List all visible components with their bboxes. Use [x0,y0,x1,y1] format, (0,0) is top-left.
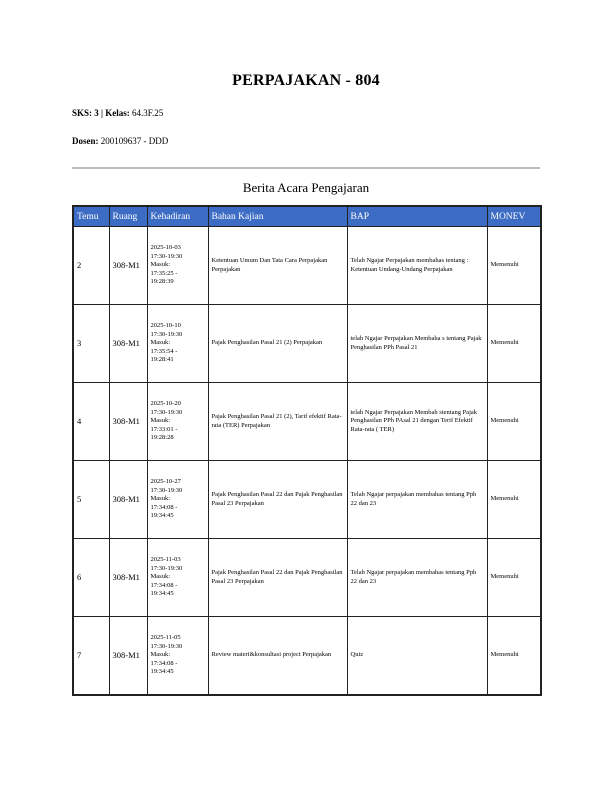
cell-kehadiran [147,461,208,539]
table-row [73,539,541,617]
kehadiran-time: 17:30-19:30 [150,252,183,260]
kehadiran-masuk-label: Masuk: [150,651,170,659]
cell-bahan-kajian: Review materi&konsultasi project Perpajakan [208,617,347,696]
table-row [73,461,541,539]
lecturer-info [72,136,168,146]
cell-kehadiran [147,227,208,305]
cell-temu: 3 [73,305,109,383]
cell-temu: 6 [73,539,109,617]
divider [72,167,540,169]
kehadiran-date: 2025-10-27 [150,478,181,486]
kehadiran-masuk-label: Masuk: [150,417,170,425]
teaching-record-table [72,205,542,696]
kehadiran-time: 17:30-19:30 [150,408,183,416]
table-row [73,617,541,696]
header-kehadiran: Kehadiran [147,206,208,227]
cell-monev: Memenuhi [487,617,541,696]
kehadiran-date: 2025-11-03 [150,556,181,564]
kehadiran-keluar: 19:34:45 [150,512,174,520]
kehadiran-masuk: 17:35:25 - [150,269,178,277]
cell-bap: Quiz [347,617,487,696]
header-bahan-kajian: Bahan Kajian [208,206,347,227]
header-bap: BAP [347,206,487,227]
cell-bahan-kajian: Pajak Penghasilan Pasal 21 (2), Tarif efektif Rata-rata (TER) Perpajakan [208,383,347,461]
cell-ruang: 308-M1 [109,617,147,696]
kehadiran-date: 2025-11-05 [150,634,181,642]
cell-ruang: 308-M1 [109,461,147,539]
header-monev: MONEV [487,206,541,227]
kehadiran-keluar: 19:28:39 [150,278,174,286]
class-value: 64.3F.25 [129,108,164,118]
kehadiran-time: 17:30-19:30 [150,642,183,650]
page-title: PERPAJAKAN - 804 [232,72,380,89]
table-row [73,305,541,383]
cell-kehadiran [147,305,208,383]
kehadiran-masuk: 17:34:08 - [150,503,178,511]
cell-temu: 5 [73,461,109,539]
cell-bap: Telah Ngajar Perpajakan membahas tentang : Ketentuan Undang-Undang Perpajakan [347,227,487,305]
header-temu: Temu [73,206,109,227]
cell-monev: Memenuhi [487,305,541,383]
kehadiran-time: 17:30-19:30 [150,564,183,572]
cell-monev: Memenuhi [487,461,541,539]
cell-bap: Telah Ngajar perpajakan membahas tentang Pph 22 dan 23 [347,539,487,617]
kehadiran-keluar: 19:34:45 [150,590,174,598]
kehadiran-masuk-label: Masuk: [150,339,170,347]
cell-bahan-kajian: Pajak Penghasilan Pasal 21 (2) Perpajakan [208,305,347,383]
dosen-label: Dosen: [72,136,99,146]
cell-kehadiran [147,539,208,617]
kehadiran-masuk: 17:34:08 - [150,659,178,667]
cell-monev: Memenuhi [487,539,541,617]
cell-temu: 2 [73,227,109,305]
cell-bap: telah Ngajar Perpajakan Membah stentang Pajak Penghasilan PPh PAsal 21 dengan Terif Efektif Rata-rata ( TER) [347,383,487,461]
cell-ruang: 308-M1 [109,305,147,383]
sks-class-info [72,108,163,118]
table-row [73,383,541,461]
kehadiran-date: 2025-10-10 [150,322,181,330]
dosen-value: 200109637 - DDD [98,136,169,146]
cell-ruang: 308-M1 [109,539,147,617]
table-row [73,227,541,305]
kehadiran-keluar: 19:28:41 [150,356,174,364]
section-title: Berita Acara Pengajaran [242,180,370,195]
cell-ruang: 308-M1 [109,383,147,461]
kehadiran-masuk: 17:35:54 - [150,347,178,355]
cell-bahan-kajian: Ketentuan Umum Dan Tata Cara Perpajakan Perpajakan [208,227,347,305]
kehadiran-time: 17:30-19:30 [150,486,183,494]
kehadiran-masuk: 17:33:01 - [150,425,178,433]
cell-monev: Memenuhi [487,383,541,461]
cell-monev: Memenuhi [487,227,541,305]
kehadiran-masuk-label: Masuk: [150,495,170,503]
kehadiran-time: 17:30-19:30 [150,330,183,338]
header-ruang: Ruang [109,206,147,227]
kehadiran-keluar: 19:28:28 [150,434,174,442]
kehadiran-keluar: 19:34:45 [150,668,174,676]
cell-bap: Telah Ngajar perpajakan membahas tentang Pph 22 dan 23 [347,461,487,539]
kehadiran-masuk-label: Masuk: [150,261,170,269]
cell-temu: 4 [73,383,109,461]
kehadiran-masuk-label: Masuk: [150,573,170,581]
cell-kehadiran [147,383,208,461]
cell-ruang: 308-M1 [109,227,147,305]
cell-bahan-kajian: Pajak Penghasilan Pasal 22 dan Pajak Penghasilan Pasal 23 Perpajakan [208,461,347,539]
cell-bahan-kajian: Pajak Penghasilan Pasal 22 dan Pajak Penghasilan Pasal 23 Perpajakan [208,539,347,617]
kehadiran-masuk: 17:34:08 - [150,581,178,589]
kehadiran-date: 2025-10-20 [150,400,181,408]
cell-temu: 7 [73,617,109,696]
cell-bap: telah Ngajar Perpajakan Membaha s tentang Pajak Penghasilan PPh Pasal 21 [347,305,487,383]
kehadiran-date: 2025-10-03 [150,244,181,252]
cell-kehadiran [147,617,208,696]
sks-label: SKS: 3 | Kelas: [72,108,130,118]
table-header-row [73,206,541,227]
